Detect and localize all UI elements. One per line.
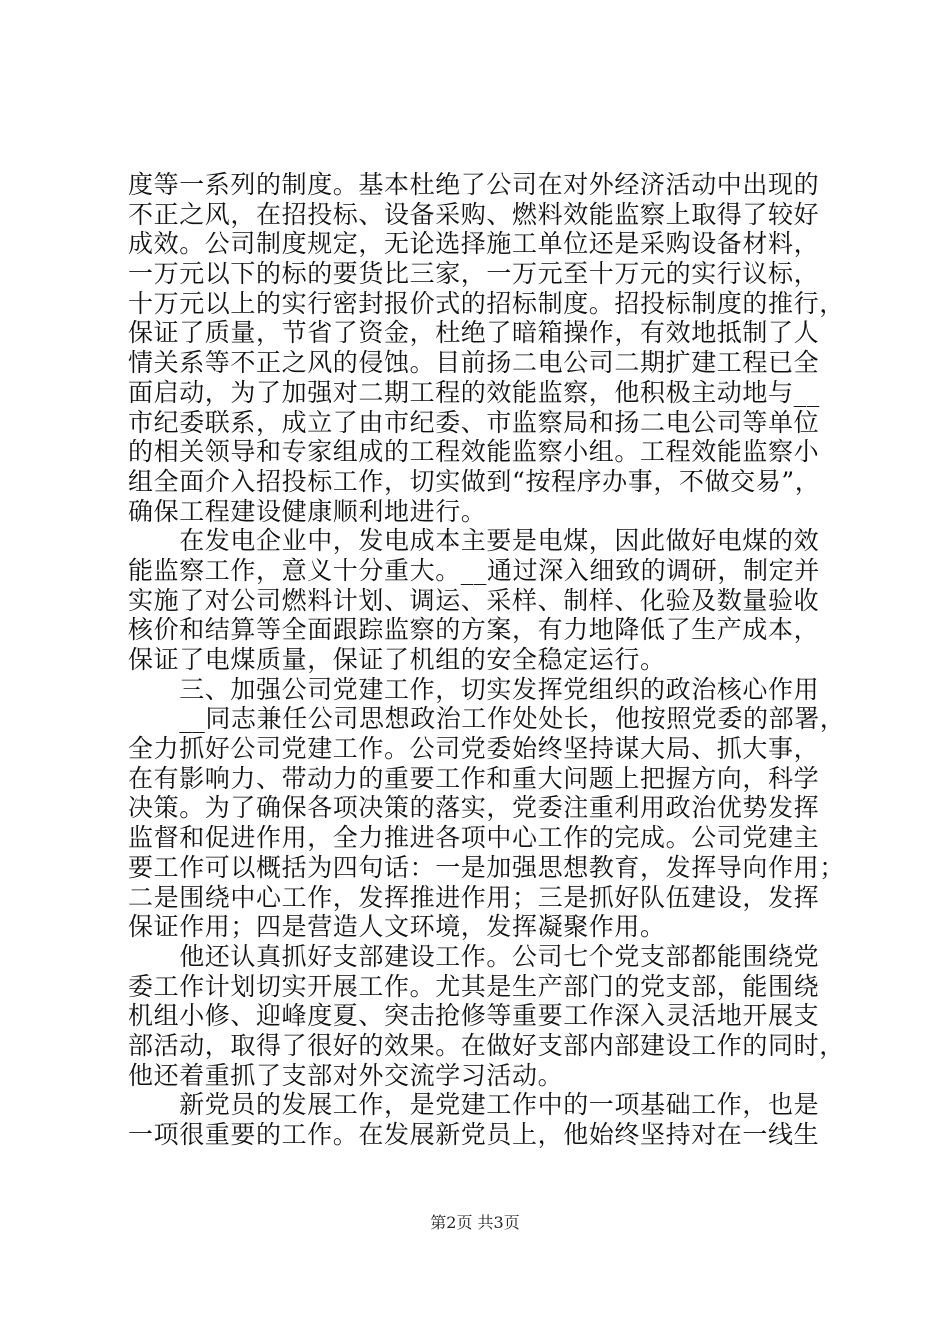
text-line: __同志兼任公司思想政治工作处处长，他按照党委的部署，	[128, 704, 846, 734]
text-line: 情关系等不正之风的侵蚀。目前扬二电公司二期扩建工程已全	[128, 348, 820, 378]
section-heading: 三、加强公司党建工作，切实发挥党组织的政治核心作用	[128, 674, 820, 704]
text-line: 保证了质量，节省了资金，杜绝了暗箱操作，有效地抵制了人	[128, 318, 820, 348]
text-line: 机组小修、迎峰度夏、突击抢修等重要工作深入灵活地开展支	[128, 1001, 820, 1031]
text-line: 在发电企业中，发电成本主要是电煤，因此做好电煤的效	[128, 526, 820, 556]
text-line: 核价和结算等全面跟踪监察的方案，有力地降低了生产成本，	[128, 615, 820, 645]
text-line: 二是围绕中心工作，发挥推进作用；三是抓好队伍建设，发挥	[128, 882, 820, 912]
text-line: 能监察工作，意义十分重大。__通过深入细致的调研，制定并	[128, 555, 820, 585]
text-line: 部活动，取得了很好的效果。在做好支部内部建设工作的同时，	[128, 1030, 845, 1060]
text-line: 他还着重抓了支部对外交流学习活动。	[128, 1060, 564, 1090]
page-footer: 第2页 共3页	[430, 1213, 520, 1232]
text-line: 不正之风，在招投标、设备采购、燃料效能监察上取得了较好	[128, 199, 820, 229]
text-line: 全力抓好公司党建工作。公司党委始终坚持谋大局、抓大事，	[128, 734, 820, 764]
text-line: 面启动，为了加强对二期工程的效能监察，他积极主动地与__	[128, 377, 820, 407]
text-line: 保证作用；四是营造人文环境，发挥凝聚作用。	[128, 912, 666, 942]
text-line: 委工作计划切实开展工作。尤其是生产部门的党支部，能围绕	[128, 971, 820, 1001]
text-line: 一万元以下的标的要货比三家，一万元至十万元的实行议标，	[128, 259, 820, 289]
text-line: 市纪委联系，成立了由市纪委、市监察局和扬二电公司等单位	[128, 407, 820, 437]
text-line: 十万元以上的实行密封报价式的招标制度。招投标制度的推行，	[128, 288, 845, 318]
text-line: 要工作可以概括为四句话：一是加强思想教育，发挥导向作用；	[128, 852, 845, 882]
text-line: 度等一系列的制度。基本杜绝了公司在对外经济活动中出现的	[128, 170, 820, 199]
text-line: 成效。公司制度规定，无论选择施工单位还是采购设备材料，	[128, 229, 820, 259]
text-line: 监督和促进作用，全力推进各项中心工作的完成。公司党建主	[128, 823, 820, 853]
text-line: 一项很重要的工作。在发展新党员上，他始终坚持对在一线生	[128, 1120, 820, 1149]
document-body	[128, 170, 846, 1150]
text-line: 实施了对公司燃料计划、调运、采样、制样、化验及数量验收	[128, 585, 820, 615]
text-line: 确保工程建设健康顺利地进行。	[128, 496, 487, 526]
text-line: 他还认真抓好支部建设工作。公司七个党支部都能围绕党	[128, 941, 820, 971]
text-line: 决策。为了确保各项决策的落实，党委注重利用政治优势发挥	[128, 793, 820, 823]
text-line: 保证了电煤质量，保证了机组的安全稳定运行。	[128, 645, 666, 674]
text-line: 在有影响力、带动力的重要工作和重大问题上把握方向，科学	[128, 763, 820, 793]
text-line: 新党员的发展工作，是党建工作中的一项基础工作，也是	[128, 1090, 820, 1120]
text-line: 组全面介入招投标工作，切实做到“按程序办事，不做交易”，	[128, 466, 821, 496]
text-line: 的相关领导和专家组成的工程效能监察小组。工程效能监察小	[128, 437, 820, 467]
